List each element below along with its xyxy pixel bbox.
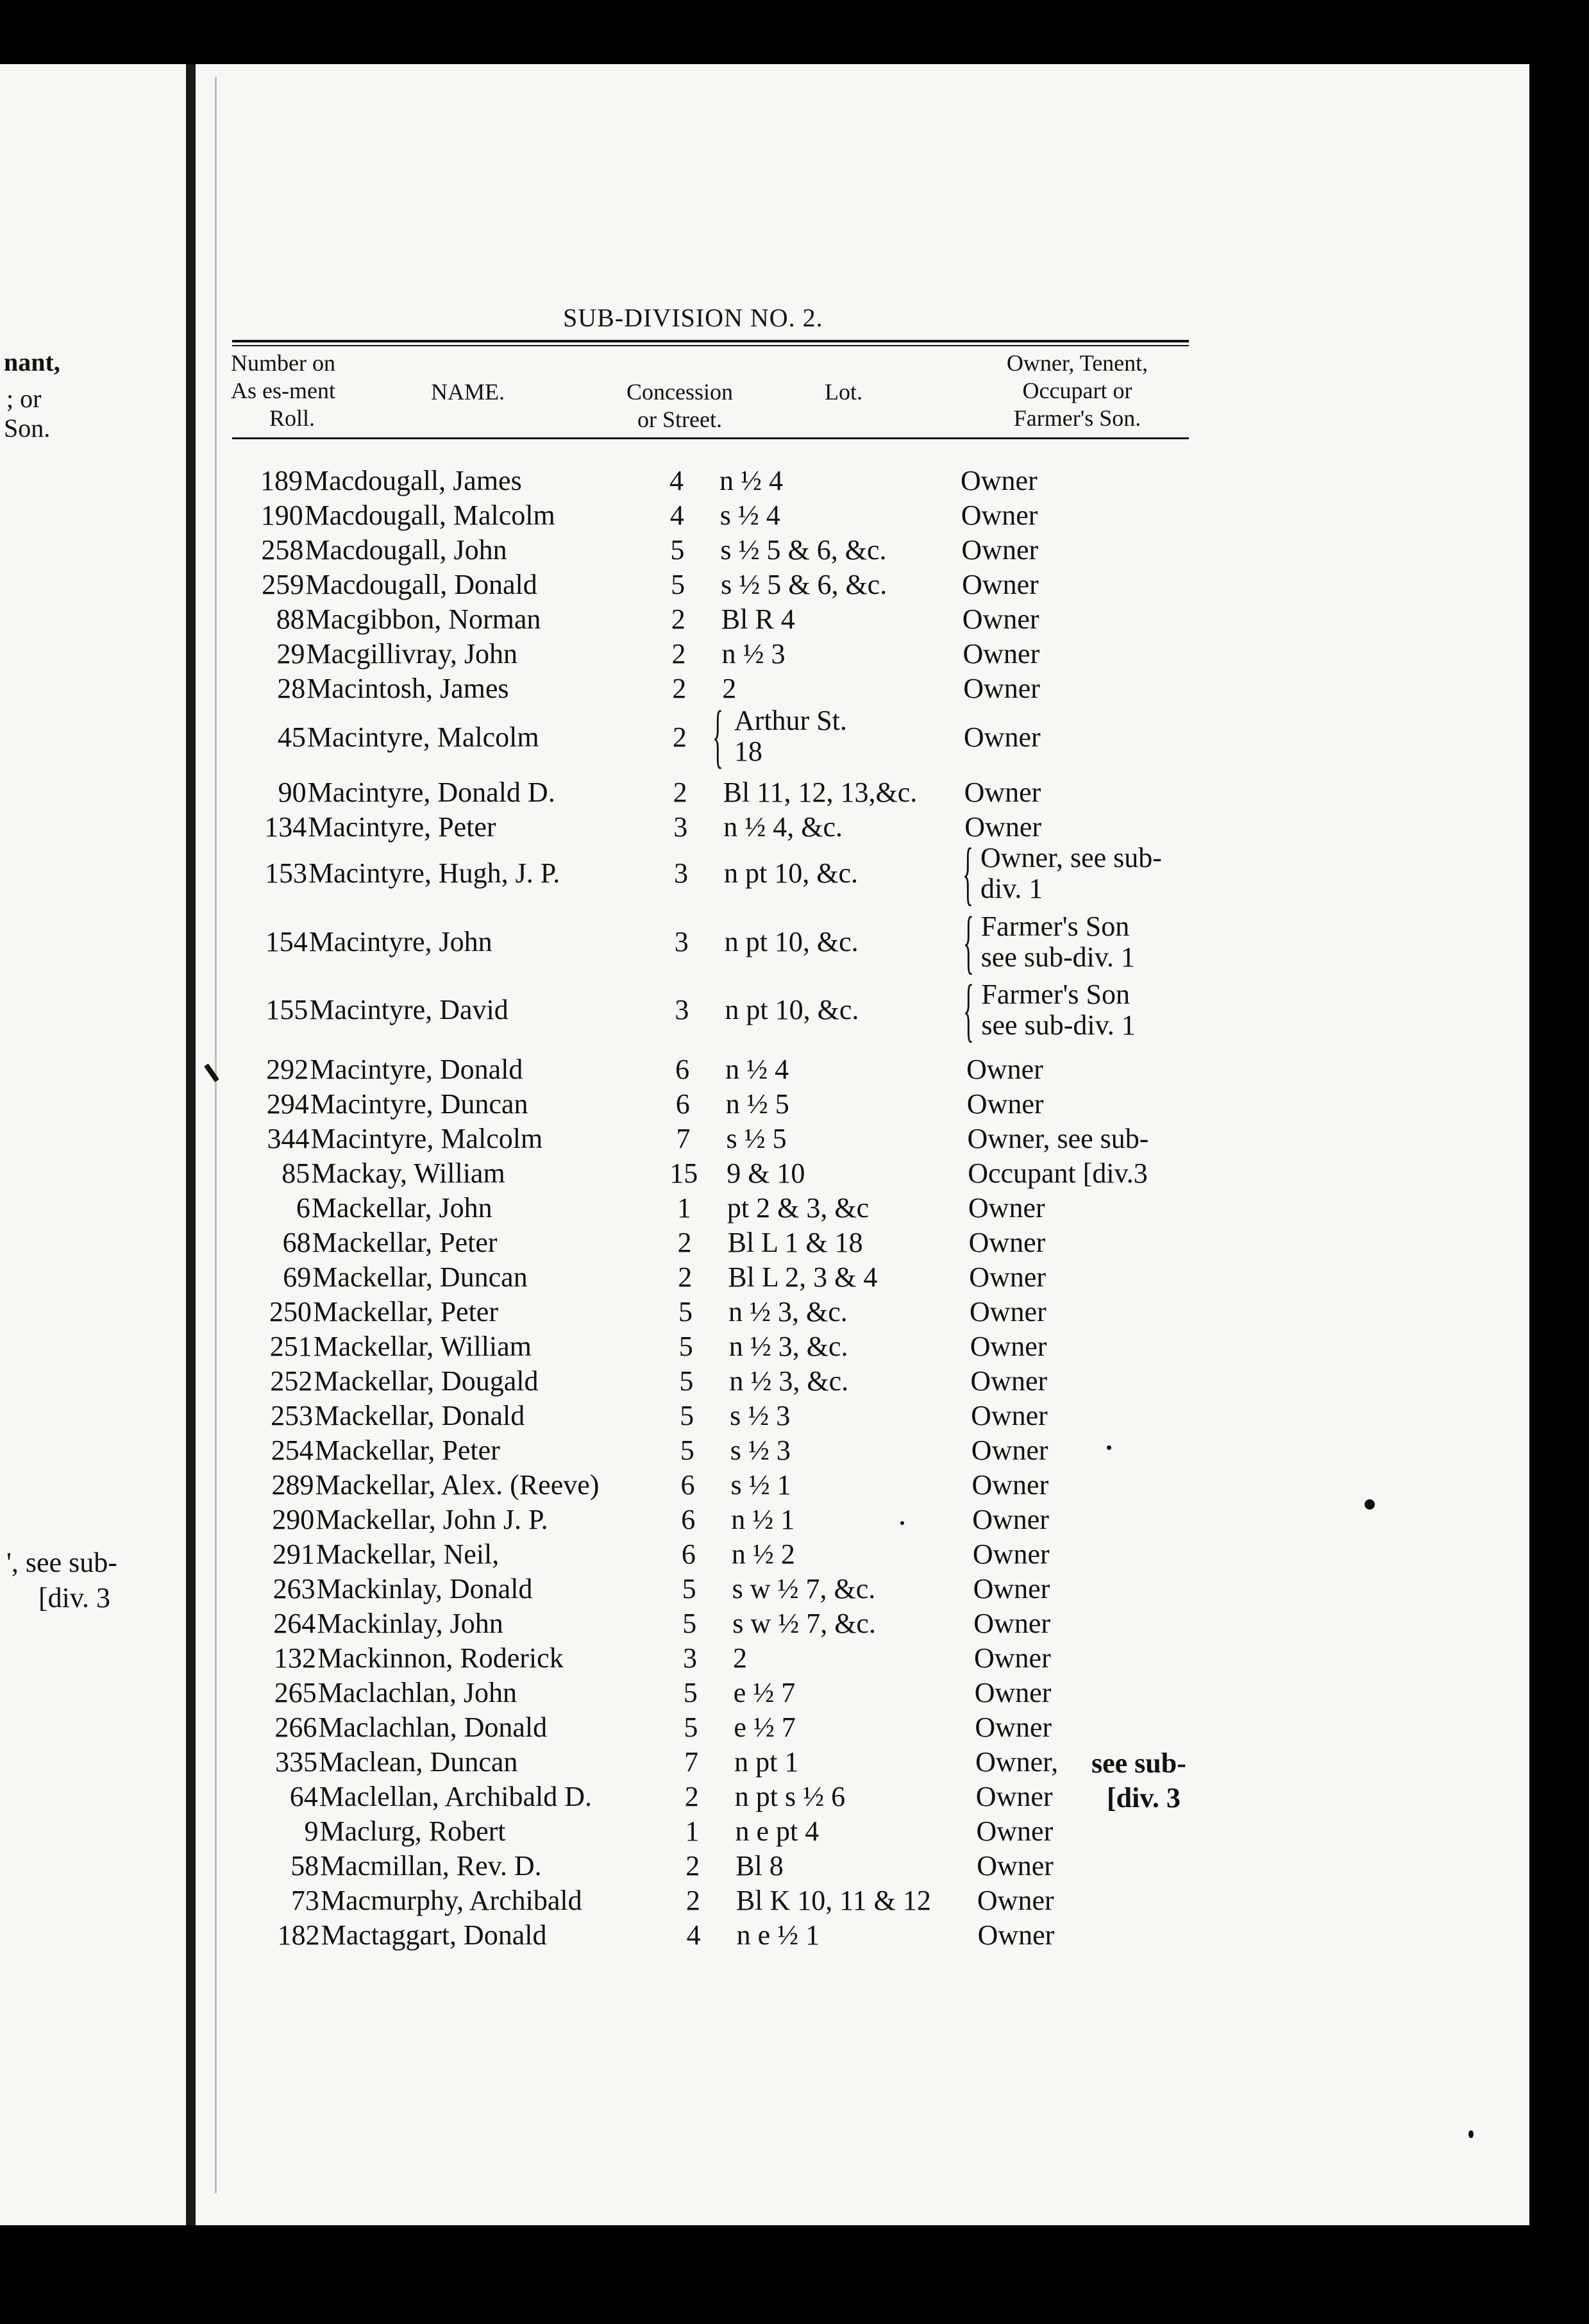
owner-name: Macmurphy, Archibald (320, 1885, 582, 1916)
concession: 15 (669, 1158, 698, 1189)
lot: 2 (733, 1642, 747, 1674)
column-header-number-line-1: Number on (231, 350, 335, 376)
holder-status: Owner (970, 1365, 1048, 1397)
status-line: see sub-div. 1 (981, 1009, 1136, 1041)
owner-name: Macintyre, Malcolm (310, 1123, 543, 1154)
page-title: SUB-DIVISION NO. 2. (563, 303, 823, 332)
owner-name: Mackellar, Peter (312, 1227, 498, 1258)
status-line: Farmer's Son (980, 911, 1130, 942)
concession: 2 (673, 777, 687, 808)
column-header-status (962, 349, 1193, 433)
assessment-number: 190 (260, 500, 303, 531)
owner-name: Macintyre, Donald D. (307, 777, 555, 808)
concession: 5 (670, 534, 685, 566)
owner-name: Mackellar, Donald (314, 1400, 525, 1431)
header-top-rule-thin (232, 345, 1189, 346)
holder-status: Owner, see sub- (967, 1123, 1149, 1154)
assessment-number: 73 (290, 1885, 319, 1916)
holder-status: Owner (969, 1261, 1047, 1293)
concession: 2 (684, 1781, 699, 1812)
assessment-number: 29 (276, 638, 305, 669)
assessment-number: 58 (290, 1850, 319, 1882)
concession: 3 (683, 1642, 697, 1674)
lot: Bl L 1 & 18 (727, 1227, 863, 1258)
column-header-concession-line-2: or Street. (637, 407, 722, 433)
concession: 5 (682, 1573, 696, 1604)
owner-name: Macintyre, David (309, 994, 509, 1025)
status-line: div. 1 (980, 872, 1043, 904)
lot: s ½ 3 (730, 1435, 791, 1466)
lot: pt 2 & 3, &c (727, 1192, 870, 1224)
header-bottom-rule (232, 437, 1189, 439)
concession: 5 (671, 569, 685, 600)
column-header-concession-line-1: Concession (626, 379, 733, 405)
binding-shadow (215, 77, 217, 2193)
assessment-number: 45 (277, 721, 306, 753)
assessment-number: 88 (276, 603, 305, 635)
assessment-number: 291 (272, 1538, 315, 1570)
concession: 7 (684, 1746, 699, 1778)
holder-status: Owner (968, 1192, 1045, 1224)
owner-name: Macintyre, Hugh, J. P. (308, 857, 560, 889)
assessment-number: 292 (266, 1054, 309, 1085)
holder-status: Owner (973, 1573, 1050, 1604)
concession: 2 (678, 1261, 693, 1293)
lot: n pt 10, &c. (724, 857, 858, 889)
ink-speck (1107, 1445, 1111, 1450)
holder-status: Owner (961, 500, 1038, 531)
lot: n pt 10, &c. (725, 994, 859, 1025)
assessment-number: 153 (265, 857, 307, 889)
owner-name: Mactaggart, Donald (321, 1919, 547, 1951)
page-gutter (186, 64, 196, 2225)
holder-status: Owner (977, 1919, 1055, 1951)
assessment-number: 155 (265, 994, 308, 1025)
lot: n ½ 4 (725, 1054, 789, 1085)
holder-status: Owner (964, 811, 1042, 843)
concession: 5 (684, 1712, 698, 1743)
facing-note-line-2: [div. 3 (38, 1582, 111, 1613)
lot: n e pt 4 (735, 1815, 820, 1847)
owner-name: Macdougall, John (305, 534, 507, 566)
ink-speck (1365, 1499, 1375, 1510)
lot: n pt 1 (734, 1746, 799, 1778)
assessment-number: 69 (283, 1261, 312, 1293)
assessment-number: 182 (277, 1919, 320, 1951)
lot: 2 (722, 673, 737, 704)
assessment-number: 6 (296, 1192, 310, 1224)
concession: 6 (675, 1054, 690, 1085)
column-header-lot: Lot. (825, 379, 862, 405)
assessment-number: 250 (269, 1296, 312, 1327)
assessment-number: 189 (260, 465, 303, 496)
holder-status: Owner (971, 1469, 1049, 1501)
concession: 1 (685, 1815, 700, 1847)
lot: s ½ 4 (719, 500, 780, 531)
concession: 2 (685, 1885, 700, 1916)
facing-header-line-3: Son. (4, 414, 51, 442)
lot: Bl R 4 (721, 603, 795, 635)
status-line: Owner, see sub- (980, 842, 1162, 873)
owner-name: Mackinlay, John (317, 1608, 503, 1639)
holder-status: Occupant [div.3 (968, 1158, 1148, 1189)
assessment-number: 266 (274, 1712, 317, 1743)
owner-name: Maclachlan, Donald (318, 1712, 548, 1743)
owner-name: Mackellar, John (311, 1192, 492, 1224)
holder-status: Owner (961, 534, 1039, 566)
lot: n ½ 1 (731, 1504, 795, 1535)
assessment-number: 344 (267, 1123, 310, 1154)
concession: 5 (679, 1365, 694, 1397)
owner-name: Maclellan, Archibald D. (319, 1781, 592, 1812)
lot: s ½ 5 & 6, &c. (721, 569, 887, 600)
assessment-number: 253 (271, 1400, 314, 1431)
owner-name: Maclurg, Robert (319, 1815, 506, 1847)
owner-name: Mackellar, John J. P. (315, 1504, 548, 1535)
holder-status: Owner (962, 603, 1039, 635)
assessment-number: 85 (282, 1158, 310, 1189)
column-header-status-line-3: Farmer's Son. (1013, 405, 1141, 432)
holder-status: Owner (961, 465, 1038, 496)
lot: Bl L 2, 3 & 4 (728, 1261, 878, 1293)
lot: n ½ 3 (721, 638, 786, 669)
lot: n ½ 5 (725, 1088, 789, 1120)
assessment-number: 258 (261, 534, 304, 566)
holder-status: Owner (970, 1331, 1047, 1362)
owner-name: Macmillan, Rev. D. (320, 1850, 542, 1882)
owner-name: Macdougall, James (304, 465, 522, 496)
lot: n pt 10, &c. (724, 926, 859, 957)
assessment-number: 294 (266, 1088, 309, 1120)
assessment-number: 335 (275, 1746, 318, 1778)
holder-status: Owner (972, 1504, 1049, 1535)
owner-name: Macintyre, Donald (310, 1054, 523, 1085)
concession: 2 (685, 1850, 700, 1882)
assessment-number: 90 (278, 777, 307, 808)
owner-name: Mackay, William (311, 1158, 505, 1189)
concession: 5 (680, 1400, 694, 1431)
owner-name: Mackinnon, Roderick (317, 1642, 564, 1674)
concession: 7 (676, 1123, 691, 1154)
concession: 4 (669, 465, 684, 496)
holder-status: Owner (975, 1781, 1053, 1812)
holder-status: Owner (977, 1850, 1054, 1882)
assessment-number: 252 (270, 1365, 313, 1397)
holder-status: Owner (974, 1677, 1052, 1708)
facing-note-line-1: ', see sub- (6, 1547, 117, 1578)
owner-name: Macintyre, Peter (308, 811, 496, 843)
holder-status: Owner (963, 638, 1040, 669)
holder-status: Owner (966, 1088, 1044, 1120)
assessment-number: 290 (272, 1504, 315, 1535)
lot: Bl 8 (736, 1850, 784, 1882)
lot: s ½ 5 (726, 1123, 787, 1154)
assessment-number: 28 (277, 673, 306, 704)
concession: 5 (682, 1608, 697, 1639)
assessment-number: 251 (269, 1331, 312, 1362)
concession: 4 (686, 1919, 701, 1951)
brace-glyph: { (963, 834, 973, 912)
holder-status: Owner (971, 1400, 1048, 1431)
header-top-rule (232, 340, 1189, 342)
column-header-status-line-2: Occupart or (1022, 378, 1132, 404)
status-multiline (963, 834, 1162, 912)
owner-name: Mackellar, William (313, 1331, 532, 1362)
holder-status: Owner (972, 1538, 1050, 1570)
owner-name: Maclean, Duncan (319, 1746, 518, 1778)
assessment-number: 254 (271, 1435, 314, 1466)
concession: 3 (674, 857, 688, 889)
assessment-number: 132 (274, 1642, 316, 1674)
column-header-name: NAME. (431, 379, 505, 405)
side-note-line-2: [div. 3 (1107, 1782, 1181, 1814)
owner-name: Macintyre, Duncan (310, 1088, 528, 1120)
holder-status: Owner (971, 1435, 1048, 1466)
assessment-number: 259 (262, 569, 305, 600)
holder-status: Owner (962, 569, 1039, 600)
assessment-number: 68 (282, 1227, 311, 1258)
status-line: see sub-div. 1 (980, 941, 1136, 973)
owner-name: Macgibbon, Norman (305, 603, 541, 635)
concession: 4 (669, 500, 684, 531)
column-header-concession (603, 378, 757, 434)
owner-name: Mackellar, Peter (313, 1296, 498, 1327)
lot-multiline (712, 696, 847, 775)
lot: e ½ 7 (733, 1677, 796, 1708)
holder-status: Owner (963, 721, 1041, 753)
assessment-number: 9 (304, 1815, 319, 1847)
lot: n ½ 4 (719, 465, 783, 496)
concession: 6 (675, 1088, 690, 1120)
concession: 2 (672, 721, 687, 753)
holder-status: Owner (964, 777, 1041, 808)
concession: 3 (675, 994, 689, 1025)
concession: 5 (678, 1331, 693, 1362)
ink-speck (1468, 2130, 1474, 2138)
lot: 9 & 10 (727, 1158, 805, 1189)
owner-name: Mackellar, Duncan (312, 1261, 528, 1293)
owner-name: Macdougall, Malcolm (304, 500, 555, 531)
lot: s w ½ 7, &c. (732, 1608, 876, 1639)
lot: s ½ 5 & 6, &c. (720, 534, 887, 566)
assessment-number: 264 (273, 1608, 316, 1639)
ink-speck (900, 1521, 904, 1525)
concession: 5 (683, 1677, 698, 1708)
holder-status: Owner (963, 673, 1040, 704)
lot-line: 18 (734, 735, 762, 767)
column-header-status-line-1: Owner, Tenent, (1006, 350, 1148, 376)
owner-name: Macintyre, Malcolm (307, 721, 539, 753)
owner-name: Mackellar, Neil, (315, 1538, 500, 1570)
owner-name: Maclachlan, John (317, 1677, 517, 1708)
holder-status: Owner (977, 1885, 1054, 1916)
owner-name: Mackellar, Alex. (Reeve) (315, 1469, 600, 1501)
lot: n ½ 2 (731, 1538, 795, 1570)
lot: n e ½ 1 (736, 1919, 820, 1951)
assessment-number: 154 (265, 926, 308, 957)
concession: 3 (673, 811, 688, 843)
assessment-number: 263 (273, 1573, 315, 1604)
holder-status: Owner (976, 1815, 1054, 1847)
concession: 5 (678, 1296, 693, 1327)
concession: 2 (677, 1227, 692, 1258)
concession: 3 (674, 926, 689, 957)
status-line: Farmer's Son (981, 979, 1130, 1010)
concession: 1 (677, 1192, 691, 1224)
lot: s w ½ 7, &c. (732, 1573, 876, 1604)
brace-glyph: { (712, 696, 723, 775)
concession: 6 (681, 1504, 696, 1535)
assessment-number: 265 (274, 1677, 317, 1708)
holder-status: Owner (973, 1608, 1051, 1639)
status-multiline (963, 902, 1136, 981)
holder-status: Owner (970, 1296, 1047, 1327)
column-header-number-line-3: Roll. (269, 405, 315, 432)
brace-glyph: { (963, 970, 975, 1048)
concession: 2 (671, 638, 686, 669)
concession: 5 (680, 1435, 694, 1466)
lot: n ½ 4, &c. (723, 811, 843, 843)
holder-status: Owner, (975, 1746, 1059, 1778)
column-header-number (231, 349, 335, 433)
concession: 2 (671, 603, 685, 635)
column-header-number-line-2: As es-ment (231, 378, 335, 404)
lot: Bl K 10, 11 & 12 (736, 1885, 931, 1916)
assessment-number: 64 (289, 1781, 318, 1812)
assessment-number: 289 (271, 1469, 314, 1501)
lot-line: Arthur St. (734, 705, 847, 736)
concession: 6 (680, 1469, 695, 1501)
lot: n ½ 3, &c. (728, 1331, 848, 1362)
lot: e ½ 7 (734, 1712, 796, 1743)
holder-status: Owner (974, 1642, 1051, 1674)
owner-name: Mackellar, Dougald (314, 1365, 539, 1397)
brace-glyph: { (963, 902, 974, 981)
facing-header-line-1: nant, (4, 348, 60, 376)
concession: 6 (681, 1538, 696, 1570)
owner-name: Macgillivray, John (306, 638, 518, 669)
owner-name: Mackellar, Peter (314, 1435, 500, 1466)
lot: n pt s ½ 6 (734, 1781, 846, 1812)
lot: s ½ 3 (730, 1400, 791, 1431)
holder-status: Owner (975, 1712, 1052, 1743)
holder-status: Owner (966, 1054, 1043, 1085)
side-note-line-1: see sub- (1091, 1747, 1186, 1779)
concession: 2 (672, 673, 687, 704)
assessment-number: 134 (264, 811, 307, 843)
lot: Bl 11, 12, 13,&c. (723, 777, 918, 808)
owner-name: Macdougall, Donald (305, 569, 537, 600)
lot: s ½ 1 (730, 1469, 791, 1501)
facing-header-line-2: ; or (6, 384, 42, 413)
lot: n ½ 3, &c. (729, 1365, 849, 1397)
holder-status: Owner (968, 1227, 1046, 1258)
status-multiline (963, 970, 1136, 1048)
lot: n ½ 3, &c. (728, 1296, 848, 1327)
owner-name: Macintosh, James (307, 673, 509, 704)
owner-name: Macintyre, John (308, 926, 492, 957)
owner-name: Mackinlay, Donald (316, 1573, 533, 1604)
